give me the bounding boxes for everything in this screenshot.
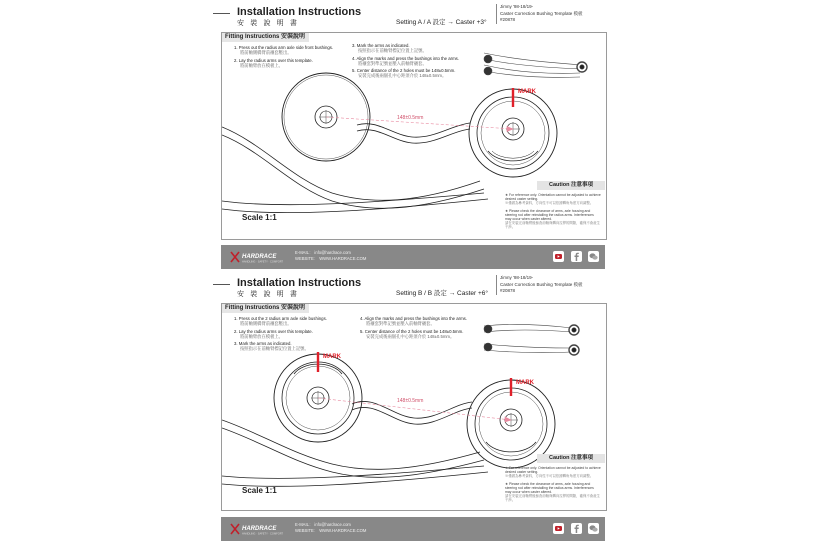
model-line: Jimny '98-18/19- — [500, 275, 534, 280]
page-title: Installation Instructions — [237, 277, 362, 289]
step-item: 2. Lay the radius arms over this template. 將前軸臂放在模板上。 — [234, 57, 313, 68]
instruction-sheet-b — [213, 271, 605, 543]
hardrace-logo — [229, 250, 287, 264]
caster-setting: Setting B / B 設定 → Caster +6° — [396, 290, 489, 297]
contact-info — [295, 522, 366, 534]
template-frame — [221, 32, 607, 240]
footer-bar — [221, 245, 605, 269]
mark-label: MARK — [323, 354, 341, 360]
social-icons — [551, 523, 599, 541]
model-line: #20878 — [500, 288, 516, 293]
step-item: 5. Center distance of the 2 holes must be 148±0.5mm. 安裝完成後兩個孔中心距須介於 148±0.5mm。 — [360, 328, 464, 339]
radius-arm-illustration — [484, 324, 579, 355]
email-text: E-MAIL： info@hardrace.com — [295, 522, 351, 527]
website-link[interactable]: WEBSITE： WWW.HARDRACE.COM — [295, 256, 367, 261]
step-item: 5. Center distance of the 2 holes must be 148±0.5mm. 安裝完成後兩個孔中心距須介於 148±0.5mm。 — [352, 68, 456, 79]
youtube-icon[interactable] — [553, 251, 564, 262]
facebook-icon[interactable] — [571, 251, 582, 262]
email-text: E-MAIL： info@hardrace.com — [295, 250, 351, 255]
footer-bar — [221, 517, 605, 541]
wechat-icon[interactable] — [588, 523, 599, 534]
header-rule — [213, 284, 230, 285]
caution-notes — [505, 466, 601, 506]
model-info — [496, 4, 582, 24]
model-info — [496, 275, 582, 295]
youtube-icon[interactable] — [553, 523, 564, 534]
fitting-instructions-label: Fitting Instructions 安裝說明 — [222, 33, 309, 42]
steps-left — [234, 316, 327, 354]
scale-label: Scale 1:1 — [242, 213, 277, 222]
step-item: 4. Align the marks and press the bushings into the arms. 將襯套對準記號並壓入前軸臂襯套。 — [360, 316, 468, 327]
fitting-instructions-label: Fitting Instructions 安裝說明 — [222, 304, 309, 313]
wechat-icon[interactable] — [588, 251, 599, 262]
arm-outline — [222, 401, 488, 486]
model-line: Jimny '98-18/19- — [500, 4, 534, 9]
page-title-cn: 安 裝 說 明 書 — [237, 290, 299, 298]
caution-notes — [505, 193, 601, 233]
contact-info — [295, 250, 366, 262]
sheet-header — [213, 0, 605, 30]
instruction-sheet-a — [213, 0, 605, 271]
dimension-label: 148±0.5mm — [397, 398, 424, 404]
caution-note: ★ For reference only. Orientation cannot be adjusted to achieve desired caster setting. ※僅做為參考資料，方向性不可以依據轉角角度方向調整。 — [505, 466, 601, 479]
step-item: 1. Press out the radius arm axle side front bushings. 將前軸側橋臂前襯套壓出。 — [234, 45, 334, 56]
caution-note: ★ Please check the clearance of arms, axle housing and steering rod after reinstalling the radius arms. Interferences may occur when caster altered. 請在安裝完前軸臂後檢查前軸與轉向拉桿的間隙，確保不會產生干涉。 — [505, 481, 600, 503]
hardrace-logo — [229, 522, 287, 536]
steps-left — [234, 45, 333, 70]
caution-note: ★ Please check the clearance of arms, axle housing and steering rod after reinstalling the radius arms. Interferences may occur when caster altered. 請在安裝完前軸臂後檢查前軸與轉向拉桿的間隙，確保不會產生干涉。 — [505, 208, 600, 230]
caution-label: Caution 注意事項 — [537, 181, 605, 190]
svg-text:HANDLING · SAFETY · COMFORT: HANDLING · SAFETY · COMFORT — [242, 532, 284, 536]
caution-note: ★ For reference only. Orientation cannot be adjusted to achieve desired caster setting. ※僅做為參考資料，方向性不可以依據轉角角度方向調整。 — [505, 193, 601, 206]
model-line: Caster Correction Bushing Template 模板 — [500, 281, 583, 287]
page-title: Installation Instructions — [237, 6, 362, 18]
svg-text:HANDLING · SAFETY · COMFORT: HANDLING · SAFETY · COMFORT — [242, 260, 284, 264]
social-icons — [551, 251, 599, 269]
model-line: #20878 — [500, 17, 516, 22]
svg-text:HARDRACE: HARDRACE — [242, 526, 277, 532]
arm-outline — [222, 123, 488, 213]
page-title-cn: 安 裝 說 明 書 — [237, 19, 299, 27]
radius-arm-illustration — [484, 53, 587, 77]
mark-label: MARK — [518, 89, 536, 95]
website-link[interactable]: WEBSITE： WWW.HARDRACE.COM — [295, 528, 367, 533]
step-item: 3. Mark the arms as indicated. 按照指示在前軸臂標記位置上記號。 — [234, 341, 309, 352]
caution-label: Caution 注意事項 — [537, 454, 605, 463]
sheet-header — [213, 271, 605, 301]
header-rule — [213, 13, 230, 14]
steps-right — [360, 316, 467, 341]
caster-setting: Setting A / A 設定 → Caster +3° — [396, 19, 487, 26]
svg-text:HARDRACE: HARDRACE — [242, 254, 277, 260]
model-line: Caster Correction Bushing Template 模板 — [500, 10, 583, 16]
step-item: 2. Lay the radius arms over this template. 將前軸臂放在模板上。 — [234, 328, 313, 339]
scale-label: Scale 1:1 — [242, 486, 277, 495]
mark-label: MARK — [516, 380, 534, 386]
step-item: 3. Mark the arms as indicated. 按照指示在前軸臂標記位置上記號。 — [352, 43, 427, 54]
step-item: 4. Align the marks and press the bushings into the arms. 將襯套對準記號並壓入前軸臂襯套。 — [352, 55, 460, 66]
dimension-label: 148±0.5mm — [397, 115, 424, 121]
steps-right — [352, 43, 459, 81]
step-item: 1. Press out the 2 radius arm axle side bushings. 將前軸側橋臂前襯套壓出。 — [234, 316, 327, 327]
template-frame — [221, 303, 607, 511]
facebook-icon[interactable] — [571, 523, 582, 534]
